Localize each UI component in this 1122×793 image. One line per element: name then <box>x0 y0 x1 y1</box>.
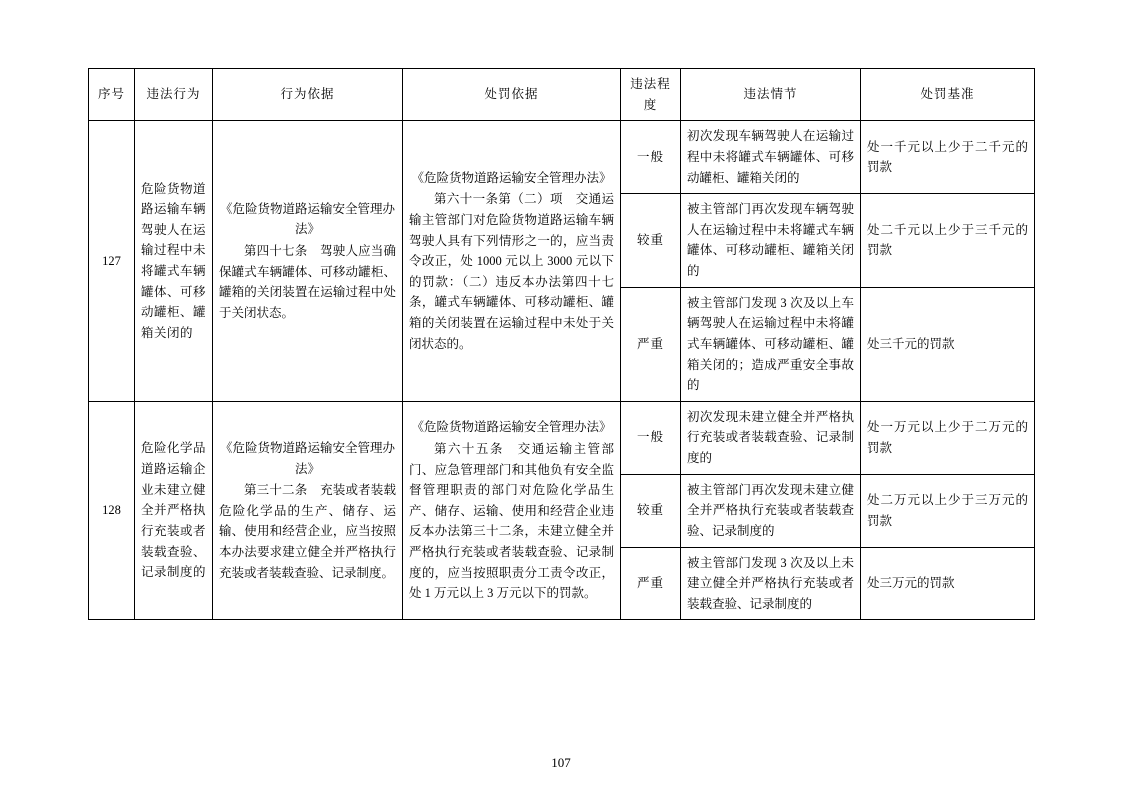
act-basis-text: 第三十二条 充装或者装载危险化学品的生产、储存、运输、使用和经营企业，应当按照本办法要求建立健全并严格执行充装或者装载查验、记录制度。 <box>219 483 396 580</box>
table-header <box>89 69 1035 121</box>
cell-standard: 处二千元以上少于三千元的罚款 <box>861 194 1035 288</box>
cell-circumstance: 被主管部门发现 3 次及以上未建立健全并严格执行充装或者装载查验、记录制度的 <box>681 547 861 620</box>
act-basis-title: 《危险货物道路运输安全管理办法》 <box>219 201 395 237</box>
column-header-act-basis: 行为依据 <box>213 69 403 121</box>
cell-penalty-basis <box>403 121 621 402</box>
cell-circumstance: 初次发现未建立健全并严格执行充装或者装载查验、记录制度的 <box>681 401 861 474</box>
penalty-basis-title: 《危险货物道路运输安全管理办法》 <box>411 170 612 185</box>
act-basis-title: 《危险货物道路运输安全管理办法》 <box>219 440 395 476</box>
column-header-illegal-degree: 违法程度 <box>621 69 681 121</box>
penalty-basis-text: 第六十五条 交通运输主管部门、应急管理部门和其他负有安全监督管理职责的部门对危险化学品生产、储存、运输、使用和经营企业违反本办法第三十二条，未建立健全并严格执行充装或者装载查验、记录制度的，应当按照职责分工责令改正，处 1 万元以上 3 万元以下的罚款。 <box>409 441 614 601</box>
cell-standard: 处二万元以上少于三万元的罚款 <box>861 474 1035 547</box>
cell-standard: 处三千元的罚款 <box>861 287 1035 401</box>
cell-degree: 严重 <box>621 547 681 620</box>
cell-degree: 较重 <box>621 194 681 288</box>
cell-degree: 较重 <box>621 474 681 547</box>
cell-degree: 一般 <box>621 401 681 474</box>
cell-penalty-basis <box>403 401 621 620</box>
column-header-illegal-act: 违法行为 <box>135 69 213 121</box>
table-row <box>89 121 1035 194</box>
cell-standard: 处三万元的罚款 <box>861 547 1035 620</box>
act-basis-text: 第四十七条 驾驶人应当确保罐式车辆罐体、可移动罐柜、罐箱的关闭装置在运输过程中处于关闭状态。 <box>219 243 396 320</box>
page-number: 107 <box>551 755 571 770</box>
penalty-basis-text: 第六十一条第（二）项 交通运输主管部门对危险货物道路运输车辆驾驶人具有下列情形之一的，应当责令改正，处 1000 元以上 3000 元以下的罚款：（二）违反本办法第四十七条，罐式车辆罐体、可移动罐柜、罐箱的关闭装置在运输过程中未处于关闭状态的。 <box>409 192 614 351</box>
cell-standard: 处一万元以上少于二万元的罚款 <box>861 401 1035 474</box>
column-header-penalty-standard: 处罚基准 <box>861 69 1035 121</box>
cell-degree: 一般 <box>621 121 681 194</box>
cell-illegal-act: 危险货物道路运输车辆驾驶人在运输过程中未将罐式车辆罐体、可移动罐柜、罐箱关闭的 <box>135 121 213 402</box>
cell-circumstance: 被主管部门再次发现车辆驾驶人在运输过程中未将罐式车辆罐体、可移动罐柜、罐箱关闭的 <box>681 194 861 288</box>
table-header-row <box>89 69 1035 121</box>
table-row <box>89 401 1035 474</box>
penalty-basis-title: 《危险货物道路运输安全管理办法》 <box>411 420 612 435</box>
cell-act-basis <box>213 401 403 620</box>
column-header-penalty-basis: 处罚依据 <box>403 69 621 121</box>
cell-seq: 128 <box>89 401 135 620</box>
cell-circumstance: 被主管部门发现 3 次及以上车辆驾驶人在运输过程中未将罐式车辆罐体、可移动罐柜、罐箱关闭的；造成严重安全事故的 <box>681 287 861 401</box>
column-header-illegal-circumstance: 违法情节 <box>681 69 861 121</box>
cell-illegal-act: 危险化学品道路运输企业未建立健全并严格执行充装或者装载查验、记录制度的 <box>135 401 213 620</box>
cell-degree: 严重 <box>621 287 681 401</box>
cell-seq: 127 <box>89 121 135 402</box>
column-header-seq: 序号 <box>89 69 135 121</box>
table-body <box>89 121 1035 620</box>
penalty-benchmark-table <box>88 68 1035 620</box>
cell-circumstance: 初次发现车辆驾驶人在运输过程中未将罐式车辆罐体、可移动罐柜、罐箱关闭的 <box>681 121 861 194</box>
cell-circumstance: 被主管部门再次发现未建立健全并严格执行充装或者装载查验、记录制度的 <box>681 474 861 547</box>
cell-standard: 处一千元以上少于二千元的罚款 <box>861 121 1035 194</box>
cell-act-basis <box>213 121 403 402</box>
